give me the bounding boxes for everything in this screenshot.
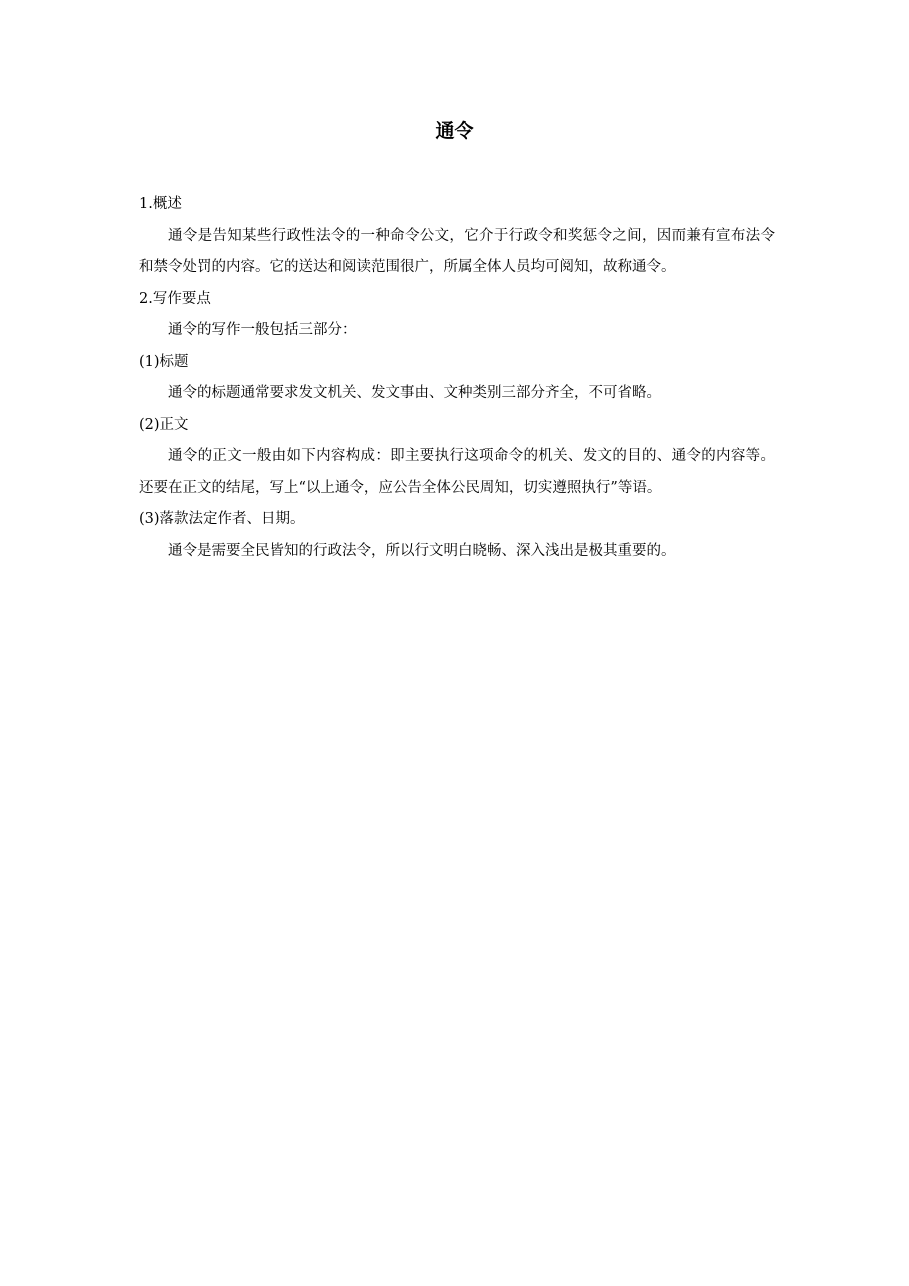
paragraph-overview: 通令是告知某些行政性法令的一种命令公文，它介于行政令和奖惩令之间，因而兼有宣布法令和禁令处罚的内容。它的送达和阅读范围很广，所属全体人员均可阅知，故称通令。 xyxy=(139,227,775,275)
document-title: 通令 xyxy=(435,120,474,142)
paragraph-title: 通令的标题通常要求发文机关、发文事由、文种类别三部分齐全，不可省略。 xyxy=(168,385,661,401)
paragraph-body-text: 通令的正文一般由如下内容构成：即主要执行这项命令的机关、发文的目的、通令的内容等。还要在正文的结尾，写上“以上通令，应公告全体公民周知，切实遵照执行”等语。 xyxy=(139,448,775,496)
paragraph-writing-intro: 通令的写作一般包括三部分： xyxy=(168,322,357,338)
subheading-body-text: (2)正文 xyxy=(139,416,189,433)
document-body xyxy=(139,189,775,567)
subheading-signature: (3)落款法定作者、日期。 xyxy=(139,511,305,527)
section-heading-overview: 1.概述 xyxy=(139,196,182,212)
paragraph-closing: 通令是需要全民皆知的行政法令，所以行文明白晓畅、深入浅出是极其重要的。 xyxy=(168,542,676,559)
section-heading-writing-points: 2.写作要点 xyxy=(139,290,211,307)
subheading-title: (1)标题 xyxy=(139,353,189,370)
